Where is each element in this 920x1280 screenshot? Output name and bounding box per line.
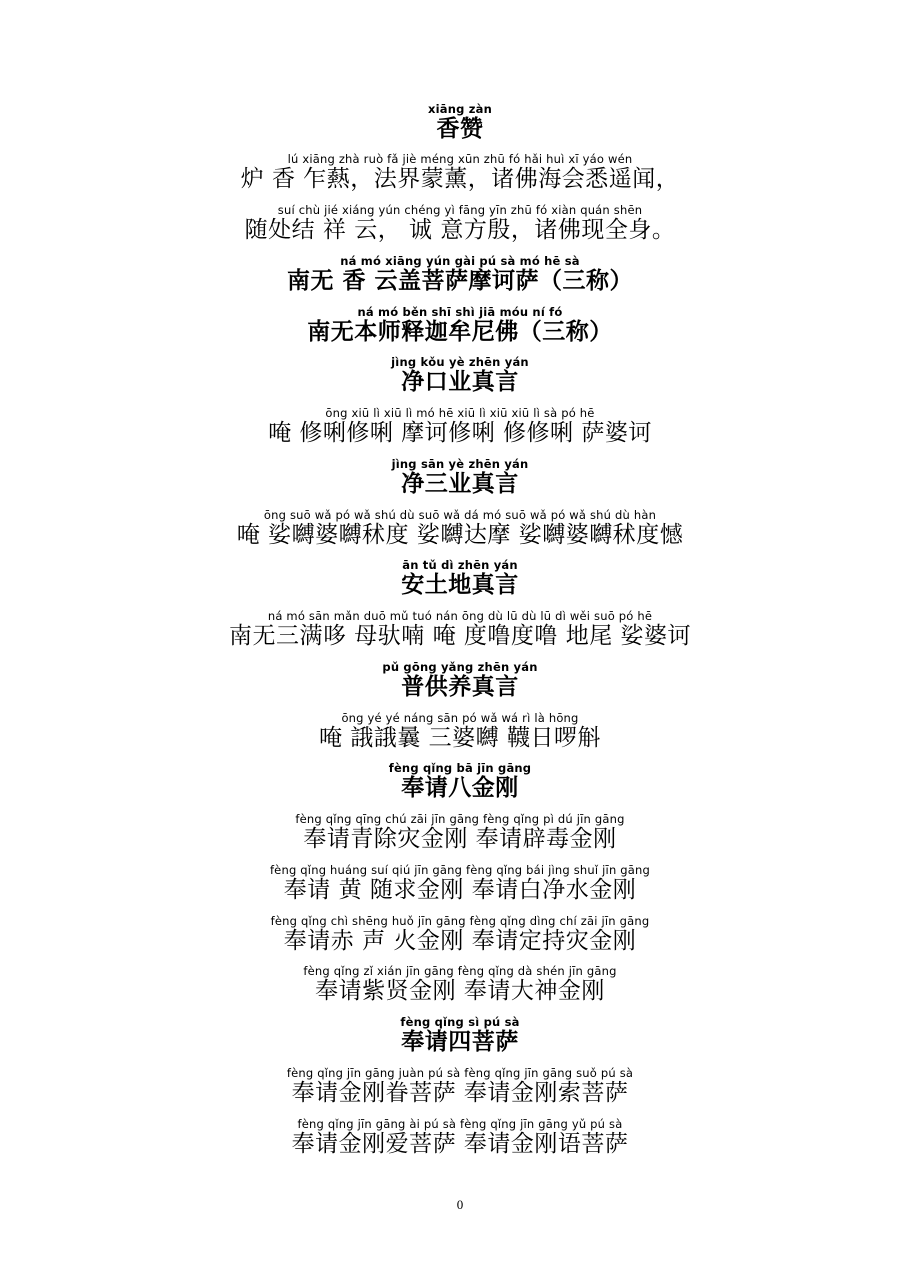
section-title [0,356,920,396]
chinese-line: 奉请四菩萨 [401,1029,519,1055]
chinese-line: 南无 香 云盖菩萨摩诃萨（三称） [286,268,633,294]
verse-line [0,610,920,650]
page-number: 0 [456,1197,464,1212]
verse-line [0,965,920,1005]
verse-line [0,1118,920,1158]
section-title [0,661,920,701]
chinese-line: 香赞 [436,116,484,142]
chinese-line: 随处结 祥 云， 诚 意方殷，诸佛现全身。 [244,217,676,243]
section-title [0,559,920,599]
chinese-line: 奉请金刚眷菩萨 奉请金刚索菩萨 [291,1080,629,1106]
verse-line [0,204,920,244]
pinyin-line: fèng qǐng jīn gāng juàn pú sà fèng qǐng jīn gāng suǒ pú sà [286,1066,634,1080]
section-title [0,762,920,802]
section-title [0,1016,920,1056]
pinyin-line: fèng qǐng huáng suí qiú jīn gāng fèng qǐng bái jìng shuǐ jīn gāng [269,863,651,877]
pinyin-line: ōng yé yé náng sān pó wǎ wá rì là hōng [341,711,579,725]
chinese-line: 净三业真言 [401,471,519,497]
pinyin-line: pǔ gōng yǎng zhēn yán [382,660,538,674]
pinyin-line: lú xiāng zhà ruò fǎ jiè méng xūn zhū fó hǎi huì xī yáo wén [287,152,633,166]
section-title [0,255,920,295]
pinyin-line: ōng xiū lì xiū lì mó hē xiū lì xiū xiū lì sà pó hē [325,406,595,420]
pinyin-line: fèng qǐng bā jīn gāng [388,761,532,775]
section-title-xiang-zan [0,103,920,143]
verse-line [0,407,920,447]
pinyin-line: ōng suō wǎ pó wǎ shú dù suō wǎ dá mó suō wǎ pó wǎ shú dù hàn [263,508,657,522]
pinyin-line: ān tǔ dì zhēn yán [402,558,518,572]
chinese-line: 奉请青除灾金刚 奉请辟毒金刚 [303,826,617,852]
chinese-line: 安土地真言 [401,572,519,598]
verse-line [0,864,920,904]
chinese-line: 奉请赤 声 火金刚 奉请定持灾金刚 [283,928,637,954]
chinese-line: 奉请金刚爱菩萨 奉请金刚语菩萨 [291,1131,629,1157]
verse-line [0,1067,920,1107]
pinyin-line: ná mó běn shī shì jiā móu ní fó [357,305,563,319]
verse-line [0,813,920,853]
chinese-line: 净口业真言 [401,369,519,395]
chinese-line: 唵 誐誐曩 三婆嚩 韈日啰斛 [319,725,601,751]
pinyin-line: suí chù jié xiáng yún chéng yì fāng yīn zhū fó xiàn quán shēn [277,203,643,217]
pinyin-line: ná mó xiāng yún gài pú sà mó hē sà [340,254,580,268]
chinese-line: 南无本师释迦牟尼佛（三称） [307,319,613,345]
pinyin-line: fèng qǐng jīn gāng ài pú sà fèng qǐng jīn gāng yǔ pú sà [297,1117,623,1131]
pinyin-line: fèng qǐng chì shēng huǒ jīn gāng fèng qǐng dìng chí zāi jīn gāng [270,914,650,928]
pinyin-line: fèng qǐng qīng chú zāi jīn gāng fèng qǐng pì dú jīn gāng [295,812,625,826]
chinese-line: 奉请 黄 随求金刚 奉请白净水金刚 [283,877,637,903]
verse-line [0,509,920,549]
section-title [0,458,920,498]
section-title [0,306,920,346]
verse-line [0,153,920,193]
chinese-line: 唵 修唎修唎 摩诃修唎 修修唎 萨婆诃 [268,420,652,446]
pinyin-line: jìng sān yè zhēn yán [391,457,529,471]
verse-line [0,915,920,955]
pinyin-line: fèng qǐng sì pú sà [400,1015,520,1029]
verse-line [0,712,920,752]
pinyin-line: fèng qǐng zǐ xián jīn gāng fèng qǐng dà shén jīn gāng [303,964,617,978]
pinyin-line: jìng kǒu yè zhēn yán [391,355,529,369]
pinyin-line: ná mó sān mǎn duō mǔ tuó nán ōng dù lū dù lū dì wěi suō pó hē [267,609,653,623]
chinese-line: 唵 娑嚩婆嚩秫度 娑嚩达摩 娑嚩婆嚩秫度憾 [236,522,684,548]
chinese-line: 普供养真言 [401,674,519,700]
pinyin-line: xiāng zàn [428,102,492,116]
chinese-line: 奉请八金刚 [401,775,519,801]
chinese-line: 南无三满哆 母驮喃 唵 度噜度噜 地尾 娑婆诃 [228,623,692,649]
chinese-line: 炉 香 乍爇，法界蒙薰，诸佛海会悉遥闻， [240,166,680,192]
chinese-line: 奉请紫贤金刚 奉请大神金刚 [315,978,605,1004]
